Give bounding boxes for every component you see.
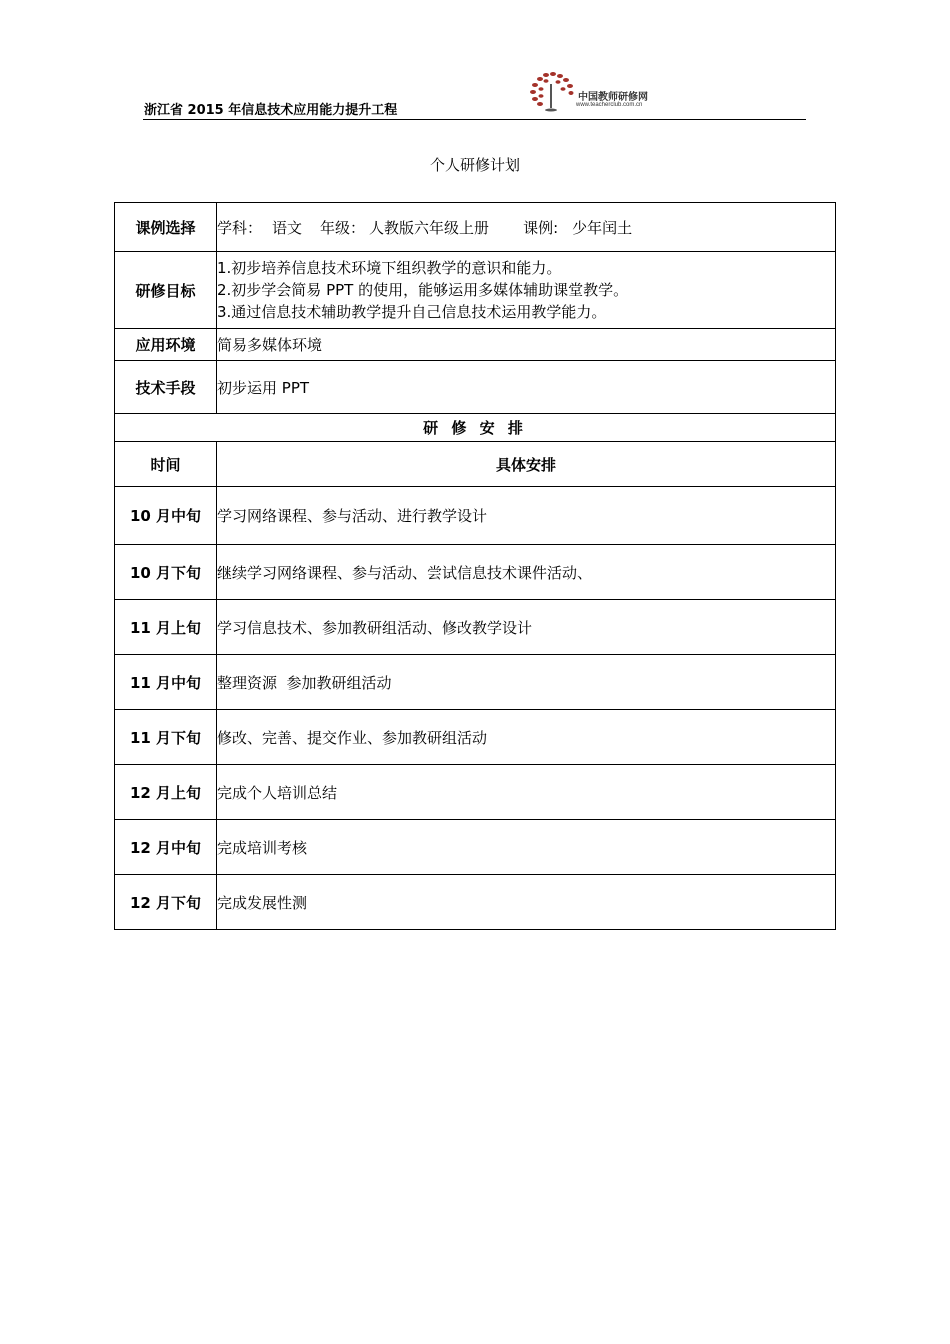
table-row bbox=[115, 600, 836, 655]
environment-label: 应用环境 bbox=[115, 329, 217, 361]
technique-label: 技术手段 bbox=[115, 361, 217, 414]
environment-value: 简易多媒体环境 bbox=[217, 329, 836, 361]
lesson-content bbox=[217, 203, 836, 252]
schedule-plan: 完成发展性测 bbox=[217, 875, 836, 930]
schedule-time: 12 月中旬 bbox=[115, 820, 217, 875]
schedule-plan: 学习信息技术、参加教研组活动、修改教学设计 bbox=[217, 600, 836, 655]
schedule-plan: 修改、完善、提交作业、参加教研组活动 bbox=[217, 710, 836, 765]
table-row bbox=[115, 710, 836, 765]
column-header-time: 时间 bbox=[115, 442, 217, 487]
lesson-label: 课例选择 bbox=[115, 203, 217, 252]
schedule-header-row bbox=[115, 442, 836, 487]
subject-value: 语文 bbox=[272, 218, 303, 237]
table-row bbox=[115, 545, 836, 600]
grade-label: 年级： bbox=[320, 218, 366, 237]
research-plan-table bbox=[114, 202, 836, 930]
table-row bbox=[115, 820, 836, 875]
logo-name: 中国教师研修网 bbox=[578, 92, 648, 103]
schedule-plan: 完成培训考核 bbox=[217, 820, 836, 875]
case-label: 课例: bbox=[523, 218, 559, 237]
goal-item: 1.初步培养信息技术环境下组织教学的意识和能力。 bbox=[217, 259, 562, 277]
lesson-row bbox=[115, 203, 836, 252]
environment-row bbox=[115, 329, 836, 361]
schedule-plan: 学习网络课程、参与活动、进行教学设计 bbox=[217, 487, 836, 545]
technique-row bbox=[115, 361, 836, 414]
logo-url: www.teacherclub.com.cn bbox=[576, 102, 643, 108]
table-row bbox=[115, 655, 836, 710]
schedule-plan: 整理资源 参加教研组活动 bbox=[217, 655, 836, 710]
logo bbox=[528, 70, 668, 114]
case-value: 少年闰土 bbox=[572, 218, 633, 237]
schedule-section-row bbox=[115, 414, 836, 442]
goal-item: 3.通过信息技术辅助教学提升自己信息技术运用教学能力。 bbox=[217, 303, 607, 321]
logo-tree-icon bbox=[528, 70, 574, 114]
schedule-time: 11 月上旬 bbox=[115, 600, 217, 655]
schedule-time: 10 月中旬 bbox=[115, 487, 217, 545]
header-title: 浙江省 2015 年信息技术应用能力提升工程 bbox=[144, 103, 398, 118]
column-header-plan: 具体安排 bbox=[217, 442, 836, 487]
grade-value: 人教版六年级上册 bbox=[369, 218, 490, 237]
goals-content bbox=[217, 252, 836, 329]
table-row bbox=[115, 487, 836, 545]
schedule-section-title: 研 修 安 排 bbox=[115, 414, 836, 442]
table-row bbox=[115, 875, 836, 930]
goals-row bbox=[115, 252, 836, 329]
technique-value: 初步运用 PPT bbox=[217, 361, 836, 414]
schedule-plan: 继续学习网络课程、参与活动、尝试信息技术课件活动、 bbox=[217, 545, 836, 600]
table-row bbox=[115, 765, 836, 820]
schedule-time: 10 月下旬 bbox=[115, 545, 217, 600]
schedule-time: 11 月中旬 bbox=[115, 655, 217, 710]
document-title: 个人研修计划 bbox=[429, 156, 520, 174]
schedule-time: 11 月下旬 bbox=[115, 710, 217, 765]
schedule-time: 12 月上旬 bbox=[115, 765, 217, 820]
goal-item: 2.初步学会简易 PPT 的使用，能够运用多媒体辅助课堂教学。 bbox=[217, 281, 629, 299]
subject-label: 学科： bbox=[217, 218, 263, 237]
goals-label: 研修目标 bbox=[115, 252, 217, 329]
schedule-time: 12 月下旬 bbox=[115, 875, 217, 930]
header-rule bbox=[143, 119, 806, 120]
schedule-plan: 完成个人培训总结 bbox=[217, 765, 836, 820]
